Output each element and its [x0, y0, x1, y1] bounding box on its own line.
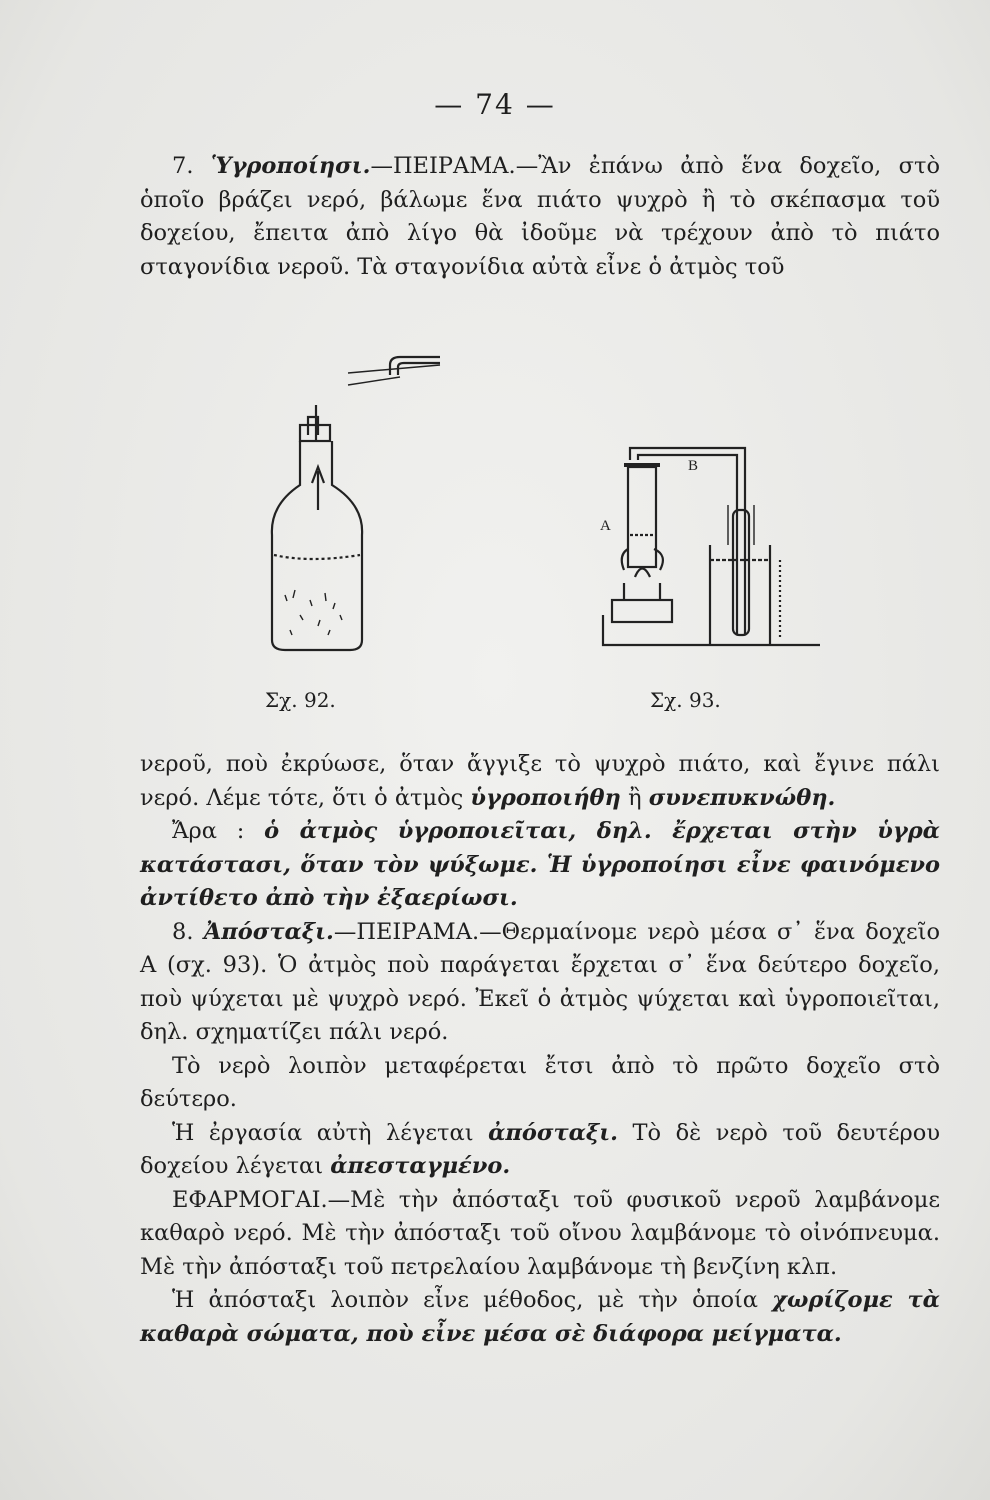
final-statement-start: Ἡ ἀπόσταξι λοιπὸν εἶνε μέθοδος, μὲ τὴν ὁποία [172, 1287, 773, 1313]
figures [240, 345, 860, 725]
section-8-para3-start: Ἡ ἐργασία αὐτὴ λέγεται [172, 1119, 489, 1146]
term-condensed-alt: συνεπυκνώθη. [648, 784, 836, 811]
section-8-experiment-label: —ΠΕΙΡΑΜΑ.— [333, 918, 502, 945]
section-8-para2: Τὸ νερὸ λοιπὸν μεταφέρεται ἔτσι ἀπὸ τὸ πρῶτο δοχεῖο στὸ δεύτερο. [140, 1052, 940, 1112]
term-distilled: ἀπεσταγμένο. [330, 1153, 511, 1179]
section-7-heading: Ὑγροποίησι. [210, 153, 371, 179]
section-7-continuation: νεροῦ, ποὺ ἐκρύωσε, ὅταν ἄγγιξε τὸ ψυχρὸ πιάτο, καὶ ἔγινε πάλι νερό. Λέμε τότε, ὅτι ὁ ἀτμὸς [140, 751, 940, 811]
applications-body: Μὲ τὴν ἀπόσταξι τοῦ φυσικοῦ νεροῦ λαμβάνομε καθαρὸ νερό. Μὲ τὴν ἀπόσταξι τοῦ οἴνου λαμβάνομε τὸ οἰνόπνευμα. Μὲ τὴν ἀπόσταξι τοῦ πετρελαίου λαμβάνομε τὴ βενζίνη κλπ. [140, 1186, 940, 1280]
fig93-label-b: Β [688, 458, 699, 474]
section-7-intro [140, 150, 940, 284]
section-8-heading: Ἀπόσταξι. [203, 918, 334, 945]
fig93-label-a: Α [600, 518, 611, 534]
section-7-number: 7. [172, 153, 194, 179]
distillation-apparatus-figure-93 [603, 448, 820, 645]
therefore-word: Ἄρα : [172, 818, 265, 844]
fig92-caption: Σχ. 92. [265, 688, 336, 712]
or-word: ἢ [620, 784, 649, 811]
term-condensed: ὑγροποιήθη [470, 784, 621, 811]
term-distillation: ἀπόσταξι. [488, 1119, 618, 1146]
page-number: — 74 — [434, 88, 556, 121]
section-7-experiment-label: —ΠΕΙΡΑΜΑ.— [370, 153, 539, 179]
bottle-figure-92 [272, 357, 440, 650]
section-8-para3-middle: Τὸ δὲ νερὸ τοῦ δευτέρου δοχείου λέγεται [140, 1119, 940, 1179]
applications-heading: ΕΦΑΡΜΟΓΑΙ.— [172, 1186, 351, 1213]
main-text-continued [140, 748, 940, 1351]
final-statement-emphasis: χωρίζομε τὰ καθαρὰ σώματα, ποὺ εἶνε μέσα σὲ διάφορα μείγματα. [140, 1287, 940, 1347]
section-8-body: Θερμαίνομε νερὸ μέσα σ᾽ ἕνα δοχεῖο Α (σχ. 93). Ὁ ἀτμὸς ποὺ παράγεται ἔρχεται σ᾽ ἕνα δεύτερο δοχεῖο, ποὺ ψύχεται μὲ ψυχρὸ νερό. Ἐκεῖ ὁ ἀτμὸς ψύχεται καὶ ὑγροποιεῖται, δηλ. σχηματίζει πάλι νερό. [140, 918, 941, 1045]
section-7-body: Ἂν ἐπάνω ἀπὸ ἕνα δοχεῖο, στὸ ὁποῖο βράζει νερό, βάλωμε ἕνα πιάτο ψυχρὸ ἢ τὸ σκέπασμα τοῦ δοχείου, ἔπειτα ἀπὸ λίγο θὰ ἰδοῦμε νὰ τρέχουν ἀπὸ τὸ πιάτο σταγονίδια νεροῦ. Τὰ σταγονίδια αὐτὰ εἶνε ὁ ἀτμὸς τοῦ [140, 153, 940, 280]
section-7-conclusion: ὁ ἀτμὸς ὑγροποιεῖται, δηλ. ἔρχεται στὴν ὑγρὰ κατάστασι, ὅταν τὸν ψύξωμε. Ἡ ὑγροποίησι εἶνε φαινόμενο ἀντίθετο ἀπὸ τὴν ἐξαερίωσι. [140, 818, 940, 911]
fig93-caption: Σχ. 93. [650, 688, 721, 712]
section-8-number: 8. [172, 918, 194, 945]
